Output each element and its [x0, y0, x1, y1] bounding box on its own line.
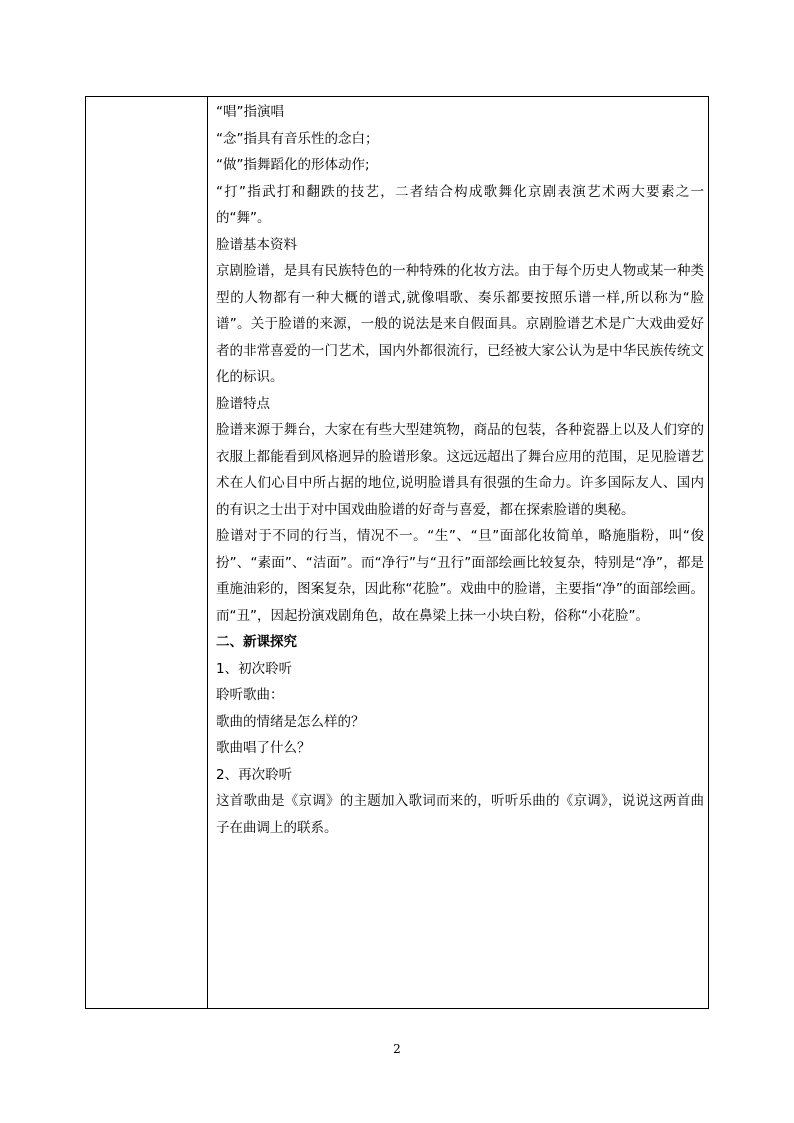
step-second-listen: 2、再次聆听 — [216, 766, 293, 783]
paragraph-changing: “唱”指演唱 — [216, 104, 284, 120]
table-column-divider — [207, 97, 208, 1008]
step-first-listen: 1、初次聆听 — [216, 660, 293, 677]
page-number: 2 — [393, 1042, 401, 1056]
paragraph-listen-song: 聆听歌曲： — [216, 687, 284, 703]
lesson-content-cell — [216, 99, 704, 841]
paragraph-lianpu-origin: 脸谱来源于舞台，大家在有些大型建筑物，商品的包装，各种瓷器上以及人们穿的衣服上都能看到风格迥异的脸谱形象。这远远超出了舞台应用的范围，足见脸谱艺术在人们心目中所占据的地位,说明脸谱具有很强的生命力。许多国际友人、国内的有识之士出于对中国戏曲脸谱的好奇与喜爱，都在探索脸谱的奥秘。 — [216, 422, 704, 518]
section-heading-new-lesson: 二、新课探究 — [216, 634, 297, 650]
lesson-table — [85, 96, 709, 1009]
question-song-mood: 歌曲的情绪是怎么样的？ — [216, 713, 365, 730]
paragraph-lianpu-intro: 京剧脸谱，是具有民族特色的一种特殊的化妆方法。由于每个历史人物或某一种类型的人物都有一种大概的谱式,就像唱歌、奏乐都要按照乐谱一样,所以称为“脸谱”。关于脸谱的来源，一般的说法是来自假面具。京剧脸谱艺术是广大戏曲爱好者的非常喜爱的一门艺术，国内外都很流行，已经被大家公认为是中华民族传统文化的标识。 — [216, 263, 704, 385]
paragraph-jingdiao-compare: 这首歌曲是《京调》的主题加入歌词而来的，听听乐曲的《京调》，说说这两首曲子在曲调上的联系。 — [216, 793, 704, 836]
paragraph-da: “打”指武打和翻跌的技艺，二者结合构成歌舞化京剧表演艺术两大要素之一的“舞”。 — [216, 183, 704, 226]
question-song-content: 歌曲唱了什么？ — [216, 740, 311, 756]
heading-lianpu-features: 脸谱特点 — [216, 395, 270, 412]
heading-lianpu-basics: 脸谱基本资料 — [216, 236, 297, 253]
paragraph-lianpu-roles: 脸谱对于不同的行当，情况不一。“生”、“旦”面部化妆简单，略施脂粉，叫“俊扮”、“素面”、“洁面”。而“净行”与“丑行”面部绘画比较复杂，特别是“净”，都是重施油彩的，图案复杂，因此称“花脸”。戏曲中的脸谱，主要指“净”的面部绘画。而“丑”，因起扮演戏剧角色，故在鼻梁上抹一小块白粉，俗称“小花脸”。 — [216, 528, 704, 624]
paragraph-nian: “念”指具有音乐性的念白； — [216, 130, 379, 147]
paragraph-zuo: “做”指舞蹈化的形体动作; — [216, 157, 370, 173]
